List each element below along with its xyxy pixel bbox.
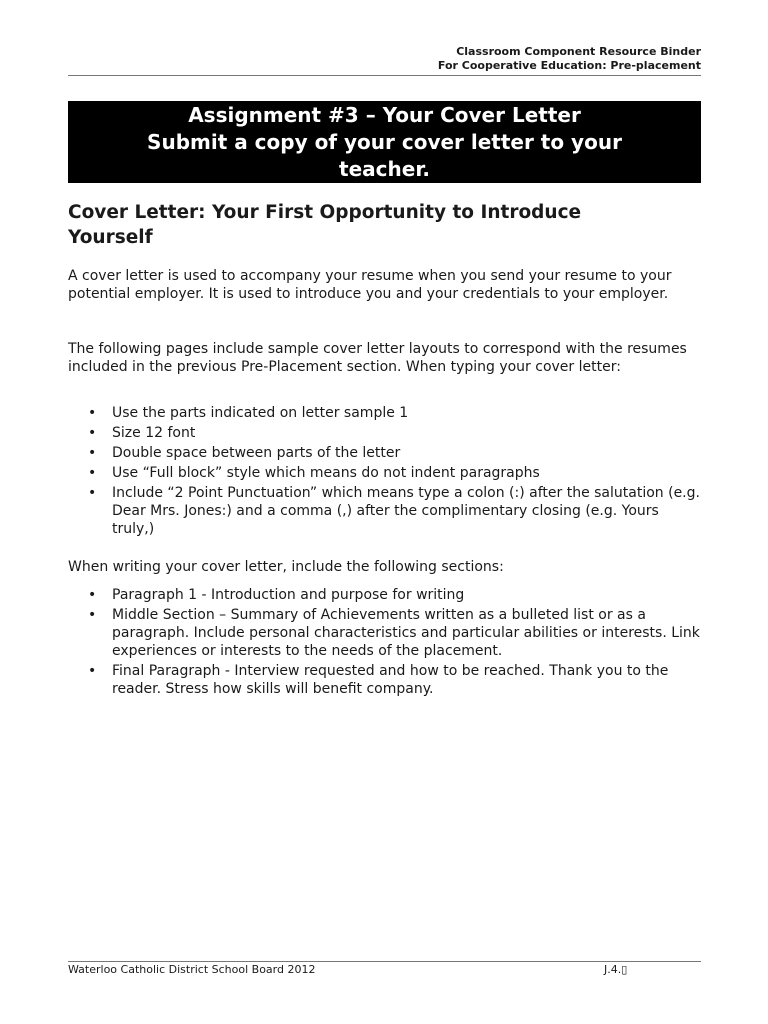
list-item: [68, 424, 701, 442]
list-item: [68, 662, 701, 698]
list-item-text: Include “2 Point Punctuation” which means type a colon (:) after the salutation (e.g. Dear Mrs. Jones:) and a comma (,) after the complimentary closing (e.g. Yours truly,): [112, 485, 700, 537]
list-item: [68, 444, 701, 462]
list-item-text: Paragraph 1 - Introduction and purpose for writing: [112, 587, 465, 603]
bullet-icon: •: [88, 587, 97, 603]
list-item-text: Middle Section – Summary of Achievements written as a bulleted list or as a paragraph. Include personal characteristics and particular abilities or interests. Link experiences or interests to the needs of the placement.: [112, 607, 700, 659]
list-item: [68, 464, 701, 482]
banner-line-2: Submit a copy of your cover letter to your: [147, 130, 622, 154]
bullet-icon: •: [88, 663, 97, 679]
bullet-icon: •: [88, 445, 97, 461]
bullet-icon: •: [88, 405, 97, 421]
bullet-icon: •: [88, 607, 97, 623]
list-item-text: Final Paragraph - Interview requested and how to be reached. Thank you to the reader. Stress how skills will benefit company.: [112, 663, 669, 697]
footer-school-board: Waterloo Catholic District School Board 2012: [68, 963, 316, 976]
bullet-icon: •: [88, 485, 97, 501]
section-heading: Cover Letter: Your First Opportunity to Introduce Yourself: [68, 202, 582, 248]
list-item-text: Use the parts indicated on letter sample 1: [112, 405, 409, 421]
header-binder-title: Classroom Component Resource Binder: [456, 45, 701, 58]
header-course-title: For Cooperative Education: Pre-placement: [437, 59, 701, 72]
banner-line-1: Assignment #3 – Your Cover Letter: [188, 103, 581, 127]
layout-paragraph: The following pages include sample cover letter layouts to correspond with the resumes included in the previous Pre-Placement section. When typing your cover letter:: [68, 341, 687, 375]
letter-sections-list: [68, 586, 701, 700]
assignment-banner: [68, 101, 701, 183]
bullet-icon: •: [88, 465, 97, 481]
list-item-text: Use “Full block” style which means do not indent paragraphs: [112, 465, 540, 481]
list-item: [68, 404, 701, 422]
list-item: [68, 606, 701, 660]
footer-divider: [68, 961, 701, 962]
document-page: [68, 0, 701, 1024]
header-divider: [68, 75, 701, 76]
list-item: [68, 484, 701, 538]
typing-rules-list: [68, 404, 701, 540]
footer-page-number: J.4.▯: [604, 963, 628, 976]
sections-paragraph: When writing your cover letter, include the following sections:: [68, 559, 504, 575]
list-item-text: Size 12 font: [112, 425, 196, 441]
intro-paragraph: A cover letter is used to accompany your resume when you send your resume to your potential employer. It is used to introduce you and your credentials to your employer.: [68, 268, 672, 302]
banner-line-3: teacher.: [339, 157, 430, 181]
running-header: [438, 45, 701, 73]
list-item-text: Double space between parts of the letter: [112, 445, 401, 461]
list-item: [68, 586, 701, 604]
bullet-icon: •: [88, 425, 97, 441]
